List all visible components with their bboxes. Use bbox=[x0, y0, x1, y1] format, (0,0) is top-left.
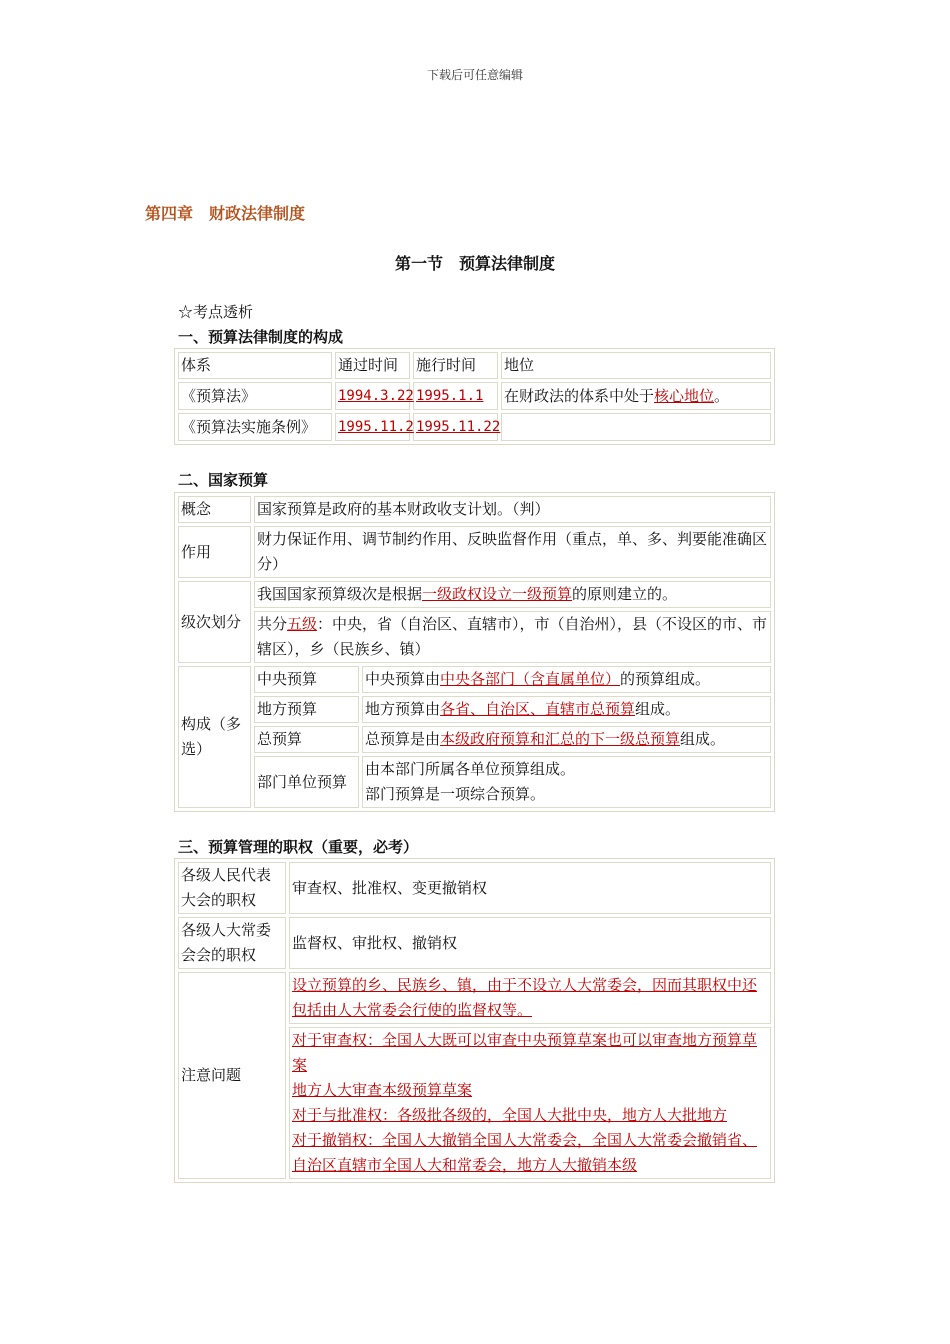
composition-link[interactable]: 本级政府预算和汇总的下一级总预算 bbox=[440, 730, 681, 748]
table-row bbox=[178, 696, 771, 723]
concept-text: 国家预算是政府的基本财政收支计划。（判） bbox=[254, 496, 771, 523]
table-row bbox=[178, 413, 771, 441]
table-header-row bbox=[178, 352, 771, 379]
standing-committee-text: 监督权、审批权、撤销权 bbox=[289, 917, 771, 969]
composition-name: 地方预算 bbox=[254, 696, 359, 723]
composition-name: 部门单位预算 bbox=[254, 756, 359, 808]
law-status: 在财政法的体系中处于核心地位。 bbox=[501, 382, 771, 410]
part3-title: 三、预算管理的职权（重要，必考） bbox=[178, 838, 419, 856]
header-cell: 通过时间 bbox=[335, 352, 410, 379]
note-link[interactable]: 对于与批准权：各级批各级的，全国人大批中央，地方人大批地方 bbox=[292, 1106, 728, 1124]
level-label: 级次划分 bbox=[178, 581, 251, 663]
part2-title: 二、国家预算 bbox=[178, 471, 269, 489]
law-name: 《预算法实施条例》 bbox=[178, 413, 332, 441]
header-cell: 体系 bbox=[178, 352, 332, 379]
effective-date-link[interactable]: 1995.11.22 bbox=[416, 419, 501, 435]
table-row bbox=[178, 972, 771, 1024]
composition-name: 中央预算 bbox=[254, 666, 359, 693]
header-cell: 施行时间 bbox=[413, 352, 498, 379]
standing-committee-label: 各级人大常委会会的职权 bbox=[178, 917, 286, 969]
concept-label: 概念 bbox=[178, 496, 251, 523]
composition-desc: 总预算是由本级政府预算和汇总的下一级总预算组成。 bbox=[362, 726, 771, 753]
note-link[interactable]: 对于撤销权：全国人大撤销全国人大常委会，全国人大常委会撤销省、自治区直辖市全国人大和常委会，地方人大撤销本级 bbox=[292, 1131, 758, 1174]
law-name: 《预算法》 bbox=[178, 382, 332, 410]
law-status bbox=[501, 413, 771, 441]
composition-label: 构成（多选） bbox=[178, 666, 251, 808]
level-tiers: 共分五级：中央，省（自治区、直辖市），市（自治州），县（不设区的市、市辖区），乡（民族乡、镇） bbox=[254, 611, 771, 663]
effective-date-link[interactable]: 1995.1.1 bbox=[416, 388, 484, 404]
table-row bbox=[178, 756, 771, 808]
composition-link[interactable]: 中央各部门（含直属单位） bbox=[440, 670, 621, 688]
table-row bbox=[178, 666, 771, 693]
legal-system-table bbox=[174, 348, 775, 445]
notes-label: 注意问题 bbox=[178, 972, 286, 1179]
passed-date-link[interactable]: 1994.3.22 bbox=[338, 388, 414, 404]
composition-desc: 地方预算由各省、自治区、直辖市总预算组成。 bbox=[362, 696, 771, 723]
page-header: 下载后可任意编辑 bbox=[426, 68, 523, 82]
note-link[interactable]: 设立预算的乡、民族乡、镇，由于不设立人大常委会，因而其职权中还包括由人大常委会行使的监督权等。 bbox=[292, 976, 758, 1019]
chapter-title: 第四章 财政法律制度 bbox=[145, 204, 306, 223]
note-link[interactable]: 对于审查权：全国人大既可以审查中央预算草案也可以审查地方预算草案 bbox=[292, 1031, 758, 1074]
table-row bbox=[178, 526, 771, 578]
npc-text: 审查权、批准权、变更撤销权 bbox=[289, 862, 771, 914]
part1-title: 一、预算法律制度的构成 bbox=[178, 328, 344, 346]
table-row bbox=[178, 496, 771, 523]
budget-authority-table bbox=[174, 858, 775, 1183]
note-cell bbox=[289, 1027, 771, 1179]
table-row bbox=[178, 917, 771, 969]
passed-date-link[interactable]: 1995.11.2 bbox=[338, 419, 414, 435]
level-principle: 我国国家预算级次是根据一级政权设立一级预算的原则建立的。 bbox=[254, 581, 771, 608]
note-cell bbox=[289, 972, 771, 1024]
table-row bbox=[178, 726, 771, 753]
table-row bbox=[178, 581, 771, 608]
composition-desc: 中央预算由中央各部门（含直属单位）的预算组成。 bbox=[362, 666, 771, 693]
composition-link[interactable]: 各省、自治区、直辖市总预算 bbox=[440, 700, 636, 718]
key-points-label: ☆考点透析 bbox=[178, 303, 254, 321]
five-levels-link[interactable]: 五级 bbox=[287, 615, 318, 633]
header-cell: 地位 bbox=[501, 352, 771, 379]
composition-name: 总预算 bbox=[254, 726, 359, 753]
table-row bbox=[178, 862, 771, 914]
core-status-link[interactable]: 核心地位 bbox=[654, 386, 715, 405]
table-row bbox=[178, 611, 771, 663]
composition-desc: 由本部门所属各单位预算组成。 部门预算是一项综合预算。 bbox=[362, 756, 771, 808]
npc-label: 各级人民代表大会的职权 bbox=[178, 862, 286, 914]
national-budget-table bbox=[174, 492, 775, 812]
section-title: 第一节 预算法律制度 bbox=[394, 254, 555, 273]
level-principle-link[interactable]: 一级政权设立一级预算 bbox=[422, 585, 573, 603]
role-text: 财力保证作用、调节制约作用、反映监督作用（重点，单、多、判要能准确区分） bbox=[254, 526, 771, 578]
table-row bbox=[178, 382, 771, 410]
role-label: 作用 bbox=[178, 526, 251, 578]
note-link[interactable]: 地方人大审查本级预算草案 bbox=[292, 1081, 473, 1099]
